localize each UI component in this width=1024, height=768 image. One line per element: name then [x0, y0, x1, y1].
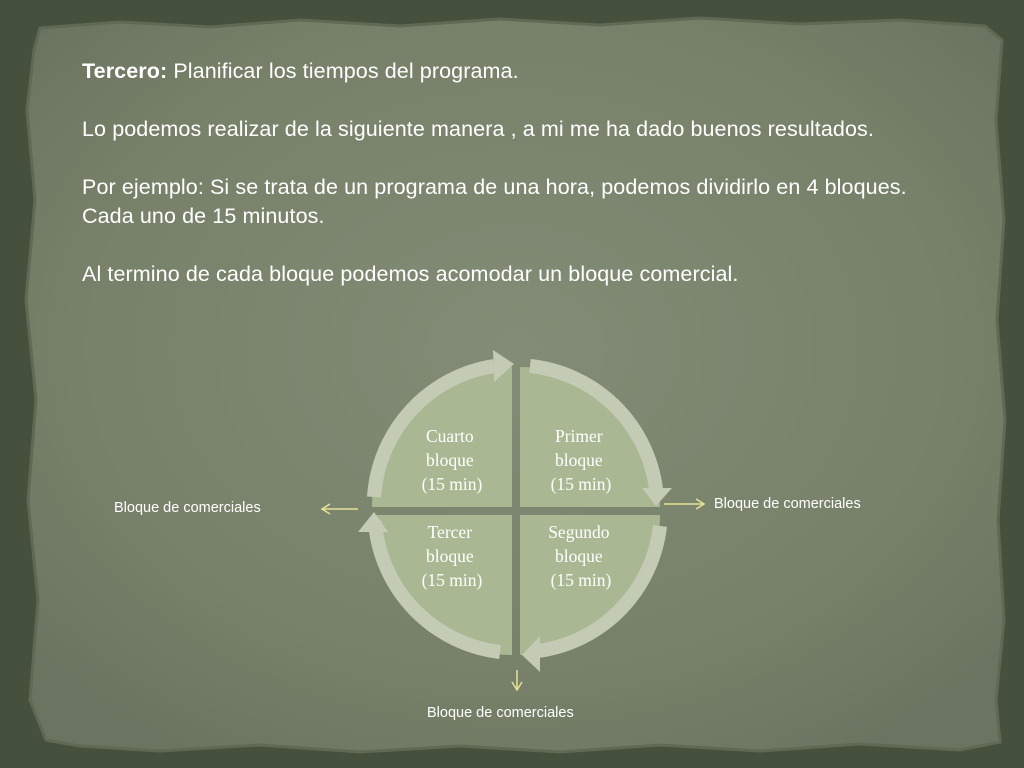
commercial-label-bottom: Bloque de comerciales — [427, 705, 574, 721]
arrow-down — [512, 670, 522, 690]
heading-text: Planificar los tiempos del programa. — [173, 59, 519, 83]
arrow-right — [664, 499, 704, 509]
commercial-label-right: Bloque de comerciales — [714, 496, 861, 512]
block-labels — [422, 426, 614, 590]
paragraph-3: Al termino de cada bloque podemos acomodar un bloque comercial. — [82, 262, 739, 286]
cycle-arrowheads — [358, 350, 672, 672]
block-segundo: Segundo bloque (15 min) — [548, 522, 612, 590]
heading-label: Tercero: — [82, 59, 168, 83]
paragraph-2: Por ejemplo: Si se trata de un programa de una hora, podemos dividirlo en 4 bloques. Cada uno de 15 minutos. — [82, 175, 907, 228]
arrow-left — [322, 504, 358, 514]
commercial-label-left: Bloque de comerciales — [114, 500, 261, 516]
paragraph-1: Lo podemos realizar de la siguiente manera , a mi me ha dado buenos resultados. — [82, 117, 874, 141]
block-tercer: Tercer bloque (15 min) — [421, 522, 483, 590]
cycle-ring — [374, 366, 660, 652]
block-primer: Primer bloque (15 min) — [550, 426, 612, 494]
block-cuarto: Cuarto bloque (15 min) — [421, 426, 483, 494]
